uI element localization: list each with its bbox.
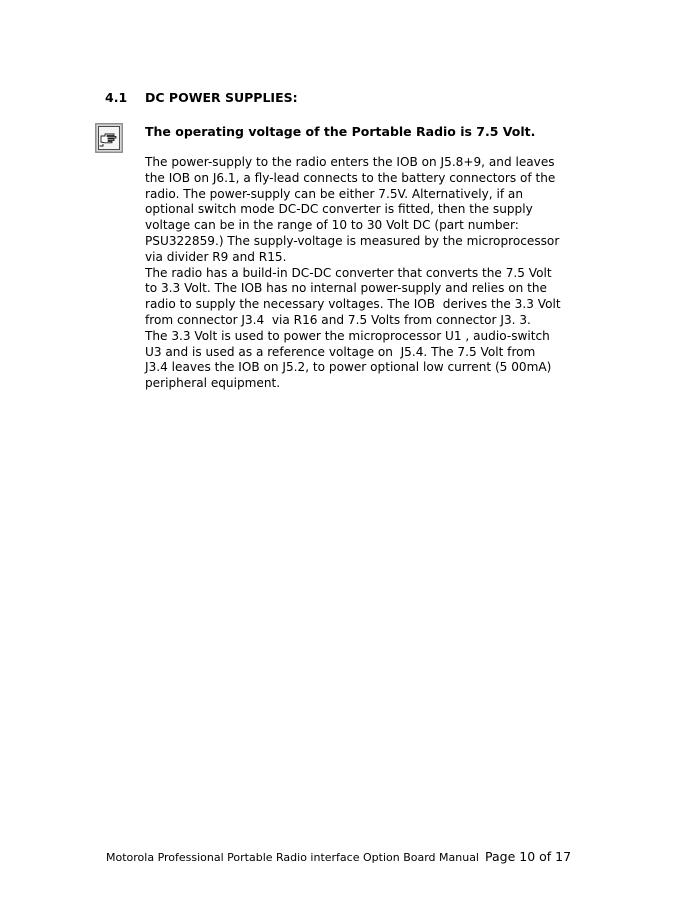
page-number: Page 10 of 17	[485, 849, 572, 864]
body-line: The radio has a build-in DC-DC converter that converts the 7.5 Volt	[145, 265, 552, 280]
manual-title: Motorola Professional Portable Radio interface Option Board Manual	[106, 851, 479, 864]
body-line: via divider R9 and R15.	[145, 249, 287, 264]
note-text: The operating voltage of the Portable Radio is 7.5 Volt.	[145, 124, 536, 139]
body-line: from connector J3.4 via R16 and 7.5 Volts from connector J3. 3.	[145, 312, 531, 327]
body-line: J3.4 leaves the IOB on J5.2, to power optional low current (5 00mA)	[145, 360, 552, 375]
body-line: to 3.3 Volt. The IOB has no internal power-supply and relies on the	[145, 281, 547, 296]
body-paragraph	[145, 155, 605, 392]
body-line: voltage can be in the range of 10 to 30 Volt DC (part number:	[145, 218, 519, 233]
pointing-hand-note-icon	[95, 123, 123, 153]
body-line: The power-supply to the radio enters the IOB on J5.8+9, and leaves	[145, 155, 555, 169]
page-footer	[106, 849, 571, 864]
body-line: optional switch mode DC-DC converter is fitted, then the supply	[145, 202, 533, 217]
body-line: U3 and is used as a reference voltage on J5.4. The 7.5 Volt from	[145, 344, 536, 359]
body-line: PSU322859.) The supply-voltage is measured by the microprocessor	[145, 233, 560, 248]
body-line: radio to supply the necessary voltages. The IOB derives the 3.3 Volt	[145, 297, 561, 312]
section-number: 4.1	[105, 90, 128, 105]
section-heading	[105, 90, 298, 105]
body-line: radio. The power-supply can be either 7.5V. Alternatively, if an	[145, 186, 524, 201]
body-line: the IOB on J6.1, a fly-lead connects to the battery connectors of the	[145, 170, 556, 185]
section-title: DC POWER SUPPLIES:	[145, 90, 298, 105]
body-line: peripheral equipment.	[145, 376, 281, 391]
body-line: The 3.3 Volt is used to power the microprocessor U1 , audio-switch	[145, 328, 550, 343]
